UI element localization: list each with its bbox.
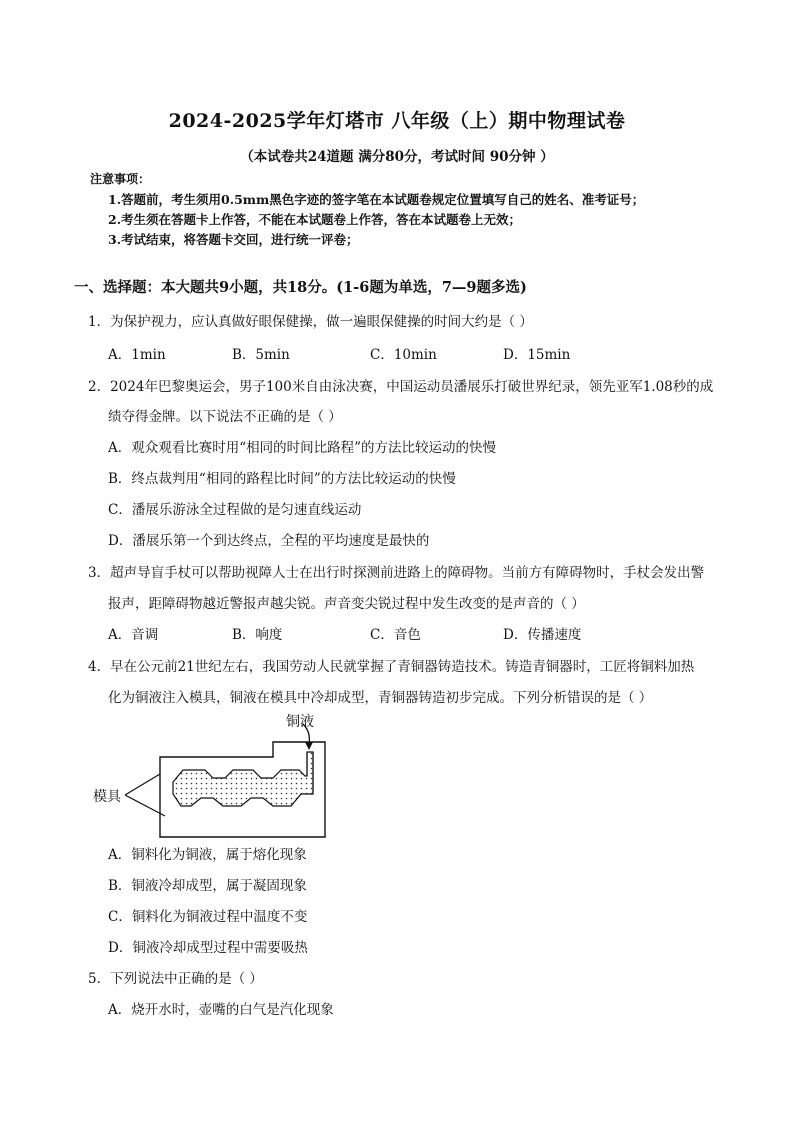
question-4-stem-cont: 化为铜液注入模具，铜液在模具中冷却成型，青铜器铸造初步完成。下列分析错误的是（ ） <box>108 690 653 706</box>
q1-option-d: D．15min <box>503 347 571 363</box>
q4-option-a: A．铜料化为铜液，属于熔化现象 <box>108 847 307 863</box>
q3-option-d: D．传播速度 <box>503 627 582 643</box>
figure-label-copper-liquid: 铜液 <box>286 714 314 730</box>
q3-option-a: A．音调 <box>108 627 159 643</box>
question-5-stem: 5．下列说法中正确的是（ ） <box>88 971 263 987</box>
q2-option-a: A．观众观看比赛时用“相同的时间比路程”的方法比较运动的快慢 <box>108 440 497 456</box>
q2-option-d: D．潘展乐第一个到达终点，全程的平均速度是最快的 <box>108 533 430 549</box>
q1-option-b: B．5min <box>232 347 290 363</box>
q5-option-a: A．烧开水时，壶嘴的白气是汽化现象 <box>108 1002 334 1018</box>
pour-arrow-icon <box>303 724 309 744</box>
q1-option-a: A．1min <box>108 347 166 363</box>
exam-title: 2024-2025学年灯塔市 八年级（上）期中物理试卷 <box>168 110 626 132</box>
q1-option-c: C．10min <box>370 347 437 363</box>
exam-subtitle: （本试卷共24道题 满分80分，考试时间 90分钟 ） <box>240 149 554 165</box>
question-3-stem-cont: 报声，距障碍物越近警报声越尖锐。声音变尖锐过程中发生改变的是声音的（ ） <box>108 596 585 612</box>
q3-option-c: C．音色 <box>370 627 421 643</box>
question-1-stem: 1．为保护视力，应认真做好眼保健操，做一遍眼保健操的时间大约是（ ） <box>88 314 533 330</box>
note-item: 2.考生须在答题卡上作答，不能在本试题卷上作答，答在本试题卷上无效； <box>108 212 522 227</box>
q4-option-d: D．铜液冷却成型过程中需要吸热 <box>108 940 308 956</box>
copper-liquid-fill <box>173 752 313 806</box>
section-heading: 一、选择题：本大题共9小题，共18分。(1-6题为单选，7—9题多选) <box>74 279 527 296</box>
q4-option-b: B．铜液冷却成型，属于凝固现象 <box>108 878 307 894</box>
note-item: 1.答题前，考生须用0.5mm黑色字迹的签字笔在本试题卷规定位置填写自己的姓名、准考证号； <box>108 192 645 207</box>
q2-option-b: B．终点裁判用“相同的路程比时间”的方法比较运动的快慢 <box>108 471 456 487</box>
note-item: 3.考试结束，将答题卡交回，进行统一评卷； <box>108 232 359 247</box>
mold-diagram <box>125 722 385 842</box>
q3-option-b: B．响度 <box>232 627 283 643</box>
q4-option-c: C．铜料化为铜液过程中温度不变 <box>108 909 308 925</box>
question-2-stem-cont: 绩夺得金牌。以下说法不正确的是（ ） <box>108 409 342 425</box>
q2-option-c: C．潘展乐游泳全过程做的是匀速直线运动 <box>108 502 362 518</box>
question-4-stem: 4．早在公元前21世纪左右，我国劳动人民就掌握了青铜器铸造技术。铸造青铜器时，工匠将铜料加热 <box>88 659 695 675</box>
question-3-stem: 3．超声导盲手杖可以帮助视障人士在出行时探测前进路上的障碍物。当前方有障碍物时，手杖会发出警 <box>88 565 705 581</box>
question-2-stem: 2．2024年巴黎奥运会，男子100米自由泳决赛，中国运动员潘展乐打破世界纪录，领先亚军1.08秒的成 <box>88 379 714 395</box>
figure-label-mold: 模具 <box>93 789 121 805</box>
notes-heading: 注意事项： <box>90 172 151 186</box>
